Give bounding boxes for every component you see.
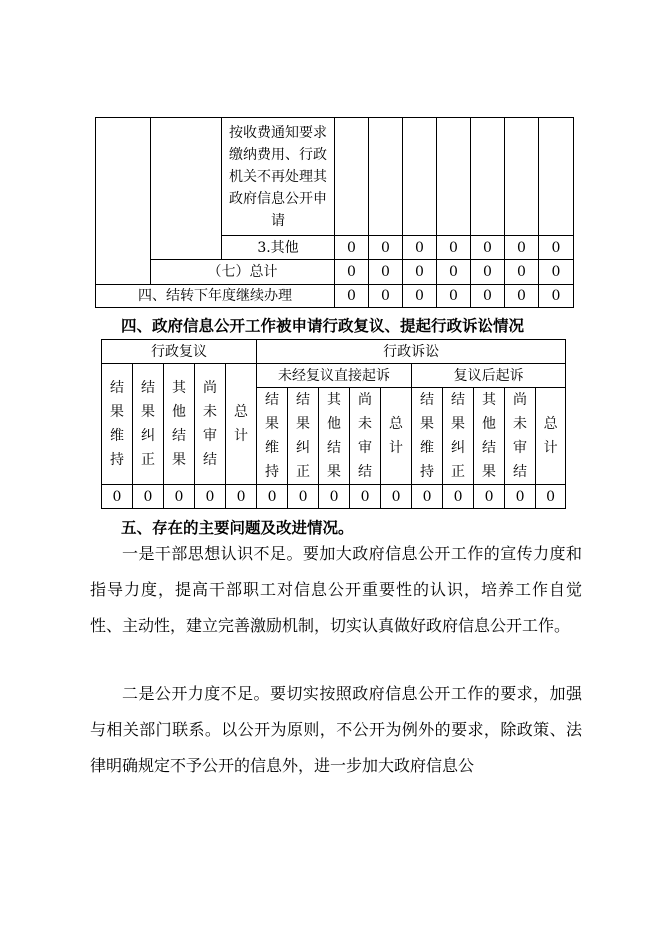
table-cell: 0 <box>437 236 471 260</box>
table-cell: 0 <box>412 485 443 509</box>
table-cell: 0 <box>350 485 381 509</box>
table-cell: 0 <box>257 485 288 509</box>
row-label: （七）总计 <box>151 260 335 285</box>
header-litigation: 行政诉讼 <box>257 340 566 364</box>
table-cell: 0 <box>335 260 369 285</box>
col-header <box>443 388 474 485</box>
header-direct-litigation: 未经复议直接起诉 <box>257 364 412 388</box>
col-header-text: 总计 <box>234 404 249 444</box>
table-cell: 0 <box>335 236 369 260</box>
table-row <box>102 364 566 388</box>
col-header <box>164 364 195 485</box>
table-cell: 0 <box>164 485 195 509</box>
review-litigation-table <box>101 339 566 509</box>
row-label: 四、结转下年度继续办理 <box>96 285 335 308</box>
table-cell: 0 <box>288 485 319 509</box>
col-header <box>505 388 536 485</box>
table-cell: 0 <box>505 260 539 285</box>
fee-notice-cell <box>222 118 335 236</box>
table-cell: 0 <box>369 260 403 285</box>
table-cell: 0 <box>195 485 226 509</box>
table-cell <box>539 118 574 236</box>
col-header-text: 尚未审结 <box>513 392 528 480</box>
table-cell: 0 <box>539 260 574 285</box>
header-after-review: 复议后起诉 <box>412 364 566 388</box>
row-label: 3.其他 <box>222 236 335 260</box>
table-row <box>96 285 574 308</box>
table-cell: 0 <box>505 236 539 260</box>
table-cell: 0 <box>369 285 403 308</box>
col-header-text: 尚未审结 <box>358 392 373 480</box>
table-cell: 0 <box>471 260 505 285</box>
col-header <box>226 364 257 485</box>
application-stats-table <box>95 117 574 308</box>
col-header-text: 其他结果 <box>172 380 186 468</box>
table-cell <box>403 118 437 236</box>
table-cell: 0 <box>403 260 437 285</box>
table-cell: 0 <box>335 285 369 308</box>
col-header <box>412 388 443 485</box>
table-cell: 0 <box>133 485 164 509</box>
table-cell <box>471 118 505 236</box>
col-header-text: 结果维持 <box>110 380 124 468</box>
col-header-text: 其他结果 <box>327 392 342 480</box>
table-cell <box>151 118 222 260</box>
table-cell: 0 <box>102 485 133 509</box>
col-header-text: 其他结果 <box>482 392 497 480</box>
col-header-text: 总计 <box>389 416 404 456</box>
table-row <box>96 118 574 236</box>
table-cell: 0 <box>539 236 574 260</box>
table-cell <box>437 118 471 236</box>
table-cell: 0 <box>381 485 412 509</box>
col-header <box>350 388 381 485</box>
table-cell: 0 <box>471 285 505 308</box>
table-cell <box>505 118 539 236</box>
table-cell: 0 <box>505 285 539 308</box>
table-row <box>96 260 574 285</box>
col-header <box>474 388 505 485</box>
col-header-text: 总计 <box>543 416 558 456</box>
table-cell: 0 <box>536 485 566 509</box>
table-cell <box>369 118 403 236</box>
col-header <box>381 388 412 485</box>
col-header-text: 结果纠正 <box>451 392 466 480</box>
paragraph-2: 二是公开力度不足。要切实按照政府信息公开工作的要求，加强与相关部门联系。以公开为原则，不公开为例外的要求，除政策、法律明确规定不予公开的信息外，进一步加大政府信息公 <box>90 684 582 775</box>
section-5-heading: 五、存在的主要问题及改进情况。 <box>121 518 354 537</box>
col-header <box>133 364 164 485</box>
table-row <box>102 340 566 364</box>
col-header <box>536 388 566 485</box>
section-4-heading: 四、政府信息公开工作被申请行政复议、提起行政诉讼情况 <box>121 316 525 335</box>
table-cell: 0 <box>437 260 471 285</box>
col-header-text: 结果纠正 <box>141 380 155 468</box>
table-cell: 0 <box>403 285 437 308</box>
table-cell: 0 <box>319 485 350 509</box>
table-cell: 0 <box>403 236 437 260</box>
table-cell: 0 <box>505 485 536 509</box>
table-cell: 0 <box>437 285 471 308</box>
table-cell: 0 <box>539 285 574 308</box>
col-header <box>102 364 133 485</box>
table-cell <box>335 118 369 236</box>
col-header-text: 尚未审结 <box>203 380 217 468</box>
col-header <box>195 364 226 485</box>
col-header-text: 结果纠正 <box>296 392 311 480</box>
col-header-text: 结果维持 <box>265 392 280 480</box>
paragraph-1: 一是干部思想认识不足。要加大政府信息公开工作的宣传力度和指导力度，提高干部职工对信息公开重要性的认识，培养工作自觉性、主动性，建立完善激励机制，切实认真做好政府信息公开工作。 <box>90 544 582 635</box>
col-header <box>288 388 319 485</box>
col-header-text: 结果维持 <box>420 392 435 480</box>
table-cell: 0 <box>369 236 403 260</box>
table-cell <box>96 118 151 285</box>
table-cell: 0 <box>226 485 257 509</box>
table-cell: 0 <box>443 485 474 509</box>
table-row <box>102 485 566 509</box>
table-cell: 0 <box>474 485 505 509</box>
col-header <box>257 388 288 485</box>
fee-notice-text: 按收费通知要求缴纳费用、行政机关不再处理其政府信息公开申请 <box>229 124 327 229</box>
table-cell: 0 <box>471 236 505 260</box>
header-review: 行政复议 <box>102 340 257 364</box>
col-header <box>319 388 350 485</box>
